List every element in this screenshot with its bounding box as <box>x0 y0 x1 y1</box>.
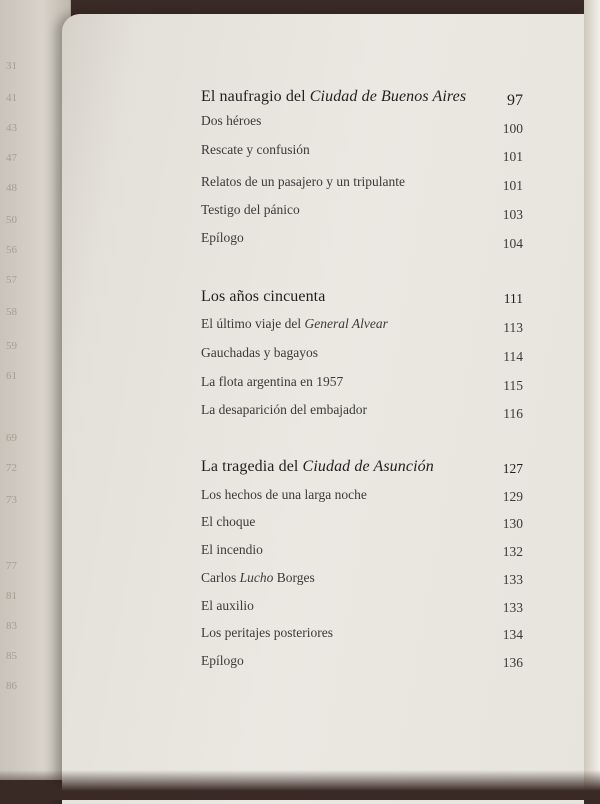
chapter-title: Los años cincuenta <box>201 288 326 305</box>
toc-entry <box>201 487 523 511</box>
entry-title: Los peritajes posteriores <box>201 625 333 640</box>
entry-title: Epílogo <box>201 653 244 668</box>
entry-title: El incendio <box>201 542 263 557</box>
toc-entry <box>201 402 523 426</box>
chapter-title: La tragedia del Ciudad de Asunción <box>201 458 434 475</box>
entry-title: El último viaje del General Alvear <box>201 316 388 331</box>
bleed-through-number: 81 <box>6 590 17 602</box>
bleed-through-number: 43 <box>6 122 17 134</box>
toc-entry <box>201 230 523 254</box>
toc-entry <box>201 598 523 622</box>
page-number: 111 <box>503 291 523 306</box>
bleed-through-number: 77 <box>6 560 17 572</box>
bleed-through-number: 57 <box>6 274 17 286</box>
entry-title: El auxilio <box>201 598 254 613</box>
page-number: 101 <box>502 149 523 164</box>
toc-entry <box>201 653 523 677</box>
entry-title: Los hechos de una larga noche <box>201 487 367 502</box>
entry-title: Gauchadas y bagayos <box>201 345 318 360</box>
toc-entry <box>201 202 523 226</box>
entry-title: El choque <box>201 514 256 529</box>
page-number: 127 <box>502 461 523 476</box>
entry-title: Testigo del pánico <box>201 202 300 217</box>
bleed-through-number: 85 <box>6 650 17 662</box>
page-number: 133 <box>502 600 523 615</box>
bleed-through-number: 41 <box>6 92 17 104</box>
page-number: 101 <box>502 178 523 193</box>
page-number: 103 <box>502 207 523 222</box>
toc-chapter-heading <box>201 288 523 312</box>
page-number: 115 <box>503 378 523 393</box>
bleed-through-number: 83 <box>6 620 17 632</box>
page-number: 133 <box>502 572 523 587</box>
toc-entry <box>201 142 523 166</box>
bleed-through-number: 72 <box>6 462 17 474</box>
toc-entry <box>201 570 523 594</box>
bleed-through-number: 47 <box>6 152 17 164</box>
page-number: 132 <box>502 544 523 559</box>
entry-title: Dos héroes <box>201 113 262 128</box>
page-edge-right <box>584 0 600 800</box>
toc-entry <box>201 514 523 538</box>
toc-entry <box>201 316 523 340</box>
bleed-through-number: 58 <box>6 306 17 318</box>
toc-entry <box>201 345 523 369</box>
table-background <box>0 770 600 800</box>
bleed-through-number: 86 <box>6 680 17 692</box>
chapter-title: El naufragio del Ciudad de Buenos Aires <box>201 88 467 105</box>
bleed-through-number: 56 <box>6 244 17 256</box>
toc-chapter-heading <box>201 458 523 482</box>
entry-title: Relatos de un pasajero y un tripulante <box>201 174 405 189</box>
toc-entry <box>201 374 523 398</box>
page-number: 134 <box>502 627 523 642</box>
page-number: 113 <box>503 320 523 335</box>
bleed-through-number: 48 <box>6 182 17 194</box>
entry-title: Rescate y confusión <box>201 142 310 157</box>
toc-entry <box>201 625 523 649</box>
page-number: 114 <box>503 349 523 364</box>
page-number: 100 <box>502 121 523 136</box>
page-number: 104 <box>502 236 523 251</box>
bleed-through-number: 61 <box>6 370 17 382</box>
entry-title: Carlos Lucho Borges <box>201 570 315 585</box>
toc-chapter-heading <box>201 88 523 112</box>
toc-entry <box>201 113 523 137</box>
bleed-through-number: 31 <box>6 60 17 72</box>
page-number: 116 <box>503 406 523 421</box>
bleed-through-number: 73 <box>6 494 17 506</box>
previous-page-edge <box>0 0 71 780</box>
entry-title: La desaparición del embajador <box>201 402 368 417</box>
bleed-through-number: 69 <box>6 432 17 444</box>
page-number: 130 <box>502 516 523 531</box>
page-number: 97 <box>507 92 523 109</box>
toc-entry <box>201 542 523 566</box>
page-number: 136 <box>502 655 523 670</box>
entry-title: La flota argentina en 1957 <box>201 374 344 389</box>
bleed-through-number: 59 <box>6 340 17 352</box>
bleed-through-number: 50 <box>6 214 17 226</box>
page-number: 129 <box>502 489 523 504</box>
entry-title: Epílogo <box>201 230 244 245</box>
toc-entry <box>201 174 523 198</box>
